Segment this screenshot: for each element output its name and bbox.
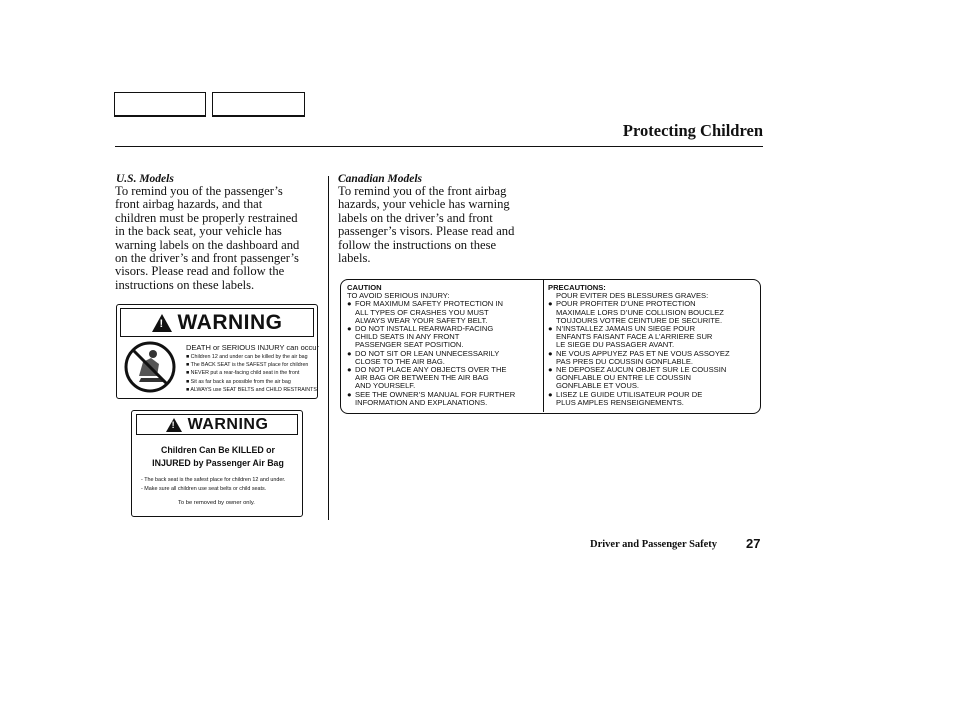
dashboard-warning-label (116, 304, 318, 399)
warning-banner-2: ! WARNING (136, 414, 298, 435)
column-divider (328, 176, 329, 520)
footer-section: Driver and Passenger Safety (590, 539, 718, 550)
label2-bullets: - The back seat is the safest place for children 12 and under. - Make sure all children use seat belts or child seats. (141, 477, 286, 492)
canada-paragraph: To remind you of the front airbag hazards, your vehicle has warning labels on the driver’s and front passenger’s visors. Please read and follow the instructions on these labels. (338, 184, 515, 266)
visor-warning-label (131, 410, 303, 517)
label1-headline: DEATH or SERIOUS INJURY can occur (186, 343, 319, 352)
warning-triangle-icon: ! (152, 314, 172, 332)
no-child-seat-icon (123, 340, 177, 394)
page-title: Protecting Children (622, 121, 763, 140)
tab-1 (114, 92, 206, 117)
canadian-models-heading: Canadian Models (338, 173, 423, 185)
us-paragraph: To remind you of the passenger’s front airbag hazards, and that children must be properly restrained in the back seat, your vehicle has warning labels on the dashboard and on the driver’s and front passenger’s visors. Please read and follow the instructions on these labels. (115, 184, 300, 292)
label1-bullets: ■ Children 12 and under can be killed by the air bag ■ The BACK SEAT is the SAFEST place for children ■ NEVER put a rear-facing child seat in the front ■ Sit as far back as possible from the air bag ■ ALWAYS use SEAT BELTS and CHILD RESTRAINTS (186, 354, 317, 393)
caution-french: PRECAUTIONS: POUR EVITER DES BLESSURES GRAVES: ● POUR PROFITER D’UNE PROTECTION MAXIMALE LORS D’UNE COLLISION BOUCLEZ TOUJOURS VOTRE CEINTURE DE SECURITE. ● N’INSTALLEZ JAMAIS UN SIEGE POUR ENFANTS FAISANT FACE A L’ARRIERE SUR LE SIEGE DU PASSAGER AVANT. ● NE VOUS APPUYEZ PAS ET NE VOUS ASSOYEZ PAS PRES DU COUSSIN GONFLABLE. ● NE DEPOSEZ AUCUN OBJET SUR LE COUSSIN GONFLABLE OU ENTRE LE COUSSIN GONFLABLE ET VOUS. ● LISEZ LE GUIDE UTILISATEUR POUR DE PLUS AMPLES RENSEIGNEMENTS. (548, 283, 730, 407)
caution-english: CAUTION TO AVOID SERIOUS INJURY: ● FOR MAXIMUM SAFETY PROTECTION IN ALL TYPES OF CRASHES YOU MUST ALWAYS WEAR YOUR SAFETY BELT. ● DO NOT INSTALL REARWARD-FACING CHILD SEATS IN ANY FRONT PASSENGER SEAT POSITION. ● DO NOT SIT OR LEAN UNNECESSARILY CLOSE TO THE AIR BAG. ● DO NOT PLACE ANY OBJECTS OVER THE AIR BAG OR BETWEEN THE AIR BAG AND YOURSELF. ● SEE THE OWNER’S MANUAL FOR FURTHER INFORMATION AND EXPLANATIONS. (347, 283, 516, 407)
tab-2 (212, 92, 305, 117)
label-divider (543, 280, 544, 412)
label2-removal-note: To be removed by owner only. (178, 500, 255, 506)
warning-banner: ! WARNING (120, 308, 314, 337)
header-rule (115, 146, 763, 147)
us-models-heading: U.S. Models (116, 173, 174, 185)
warning-triangle-icon: ! (166, 418, 182, 432)
label2-message: Children Can Be KILLED or INJURED by Passenger Air Bag (152, 445, 284, 468)
page-number: 27 (746, 536, 761, 551)
canada-caution-label (340, 279, 761, 414)
